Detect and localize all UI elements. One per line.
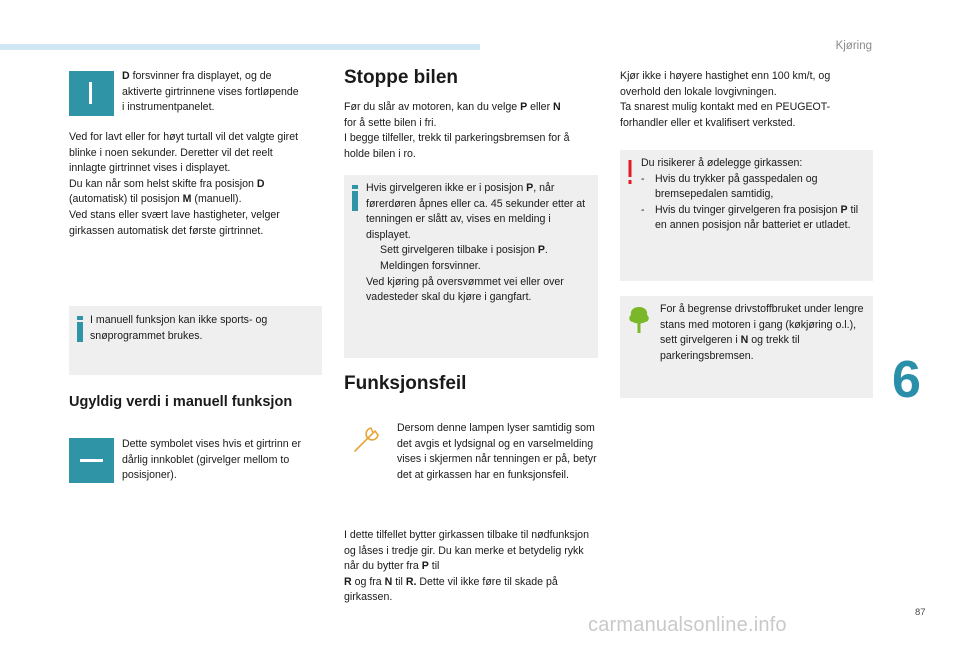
switch-mode-text: Du kan når som helst skifte fra posisjon D (automatisk) til posisjon M (manuell).	[69, 177, 265, 206]
warning-item-2-text: Hvis du tvinger girvelgeren fra posisjon P til en annen posisjon når batteriet er utladet.	[655, 203, 859, 232]
page-number: 87	[915, 607, 926, 618]
speed-limit-text: Kjør ikke i høyere hastighet enn 100 km/t, og overhold den lokale lovgivningen.	[620, 70, 831, 98]
page-header-title: Kjøring	[835, 40, 872, 52]
eco-text: For å begrense drivstoffbruket under lengre stans med motoren i gang (køkjøring o.l.), sett girvelgeren i N og trekk til parkeringsbremsen.	[660, 303, 864, 362]
chapter-number: 6	[892, 351, 921, 409]
warning-item-1-text: Hvis du trykker på gasspedalen og bremsepedalen samtidig,	[655, 172, 818, 201]
malfunction-heading: Funksjonsfeil	[344, 373, 467, 394]
info-icon	[352, 185, 358, 211]
eco-box	[620, 296, 873, 398]
left-paragraph	[69, 130, 309, 239]
low-speed-text: Ved stans eller svært lave hastigheter, velger girkassen automatisk det første girtrinnet.	[69, 208, 280, 237]
dealer-contact-text: Ta snarest mulig kontakt med en PEUGEOT-forhandler eller et kvalifisert verksted.	[620, 101, 831, 129]
gear-indicator-icon-box	[69, 71, 114, 116]
parking-brake-text: I begge tilfeller, trekk til parkeringsbremsen for å holde bilen i ro.	[344, 132, 570, 160]
warning-box	[620, 150, 873, 281]
info-icon	[77, 316, 83, 342]
stop-car-heading: Stoppe bilen	[344, 67, 458, 88]
d-disappears-text: D forsvinner fra displayet, og de aktiverte girtrinnene vises fortløpende i instrumentpanelet.	[122, 70, 299, 114]
flooded-road-text: Ved kjøring på oversvømmet vei eller over vadesteder skal du kjøre i gangfart.	[366, 275, 564, 304]
emergency-mode-text: I dette tilfellet bytter girkassen tilbake til nødfunksjon og låses i tredje gir. Du kan merke et betydelig rykk når du bytter fra P til R og fra N til R. Dette vil ikke føre til skade på girkassen.	[344, 529, 589, 604]
set-p-text: Sett girvelgeren tilbake i posisjon P. Meldingen forsvinner.	[380, 244, 548, 272]
stop-intro-line: Før du slår av motoren, kan du velge P eller N for å sette bilen i fri.	[344, 101, 561, 129]
warning-intro-text: Du risikerer å ødelegge girkassen:	[641, 157, 803, 169]
stop-info-content	[366, 181, 592, 306]
manual-info-text: I manuell funksjon kan ikke sports- og snøprogrammet brukes.	[90, 314, 268, 342]
dash-bullet: -	[641, 172, 645, 185]
dash-bullet: -	[641, 203, 645, 216]
manual-info-box	[69, 306, 322, 375]
header-bar	[0, 44, 480, 50]
exclamation-icon	[626, 160, 634, 186]
watermark: carmanualsonline.info	[588, 614, 787, 636]
vertical-bar-icon	[89, 82, 92, 104]
rpm-text: Ved for lavt eller for høyt turtall vil det valgte giret blinke i noen sekunder. Deretter vil det reelt innlagte girtrinnet vises i displayet.	[69, 131, 299, 175]
horizontal-bar-icon	[80, 459, 103, 462]
warning-lamp-text: Dersom denne lampen lyser samtidig som det avgis et lydsignal og en varselmelding vises i skjermen når tenningen er på, betyr det at girkassen har en funksjonsfeil.	[397, 422, 597, 481]
right-paragraph	[620, 69, 870, 131]
arrow-bullet-icon	[366, 243, 380, 274]
invalid-value-heading: Ugyldig verdi i manuell funksjon	[69, 394, 293, 410]
warning-item-1	[641, 172, 869, 203]
tree-eco-icon	[627, 305, 651, 335]
set-p-bullet	[366, 243, 592, 274]
invalid-value-text: Dette symbolet vises hvis et girtrinn er dårlig innkoblet (girvelger mellom to posisjoner).	[122, 438, 301, 482]
warning-content	[641, 156, 869, 234]
gear-not-in-p-text: Hvis girvelgeren ikke er i posisjon P, når førerdøren åpnes eller ca. 45 sekunder etter at tenningen er slått av, vises en melding i displayet.	[366, 182, 586, 241]
wrench-icon	[352, 420, 386, 454]
invalid-gear-icon-box	[69, 438, 114, 483]
stop-info-box	[344, 175, 598, 358]
warning-item-2	[641, 203, 869, 234]
stop-car-intro	[344, 100, 594, 162]
